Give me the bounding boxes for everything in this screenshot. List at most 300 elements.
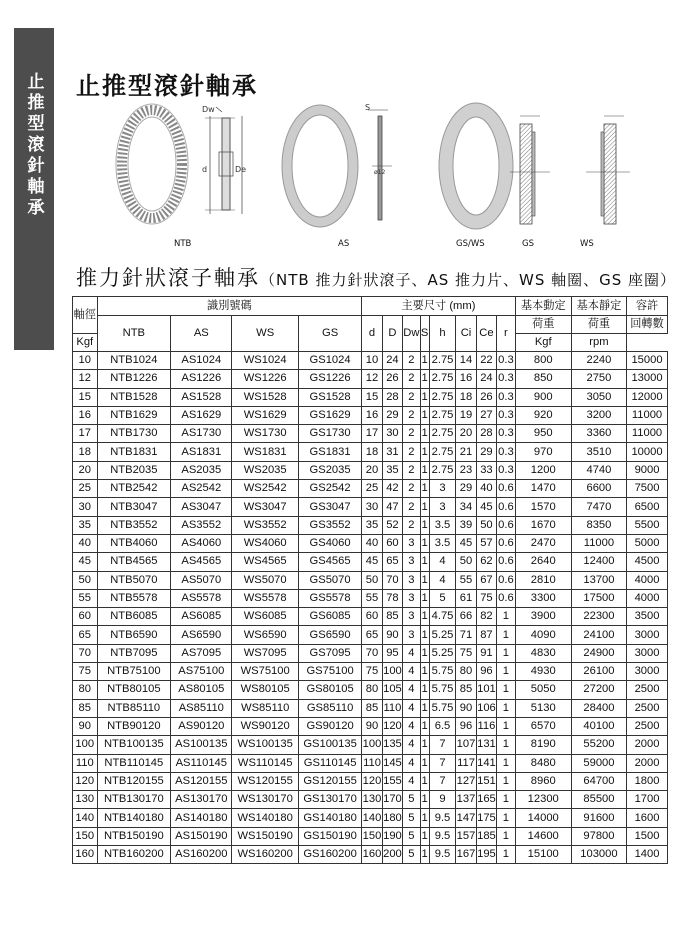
cell-ce: 96 [476,663,496,681]
table-row [73,589,668,607]
cell-d: 90 [362,717,382,735]
table-row [73,425,668,443]
cell-speed: 12000 [627,388,668,406]
subtitle-main: 推力針狀滾子軸承 [76,266,260,290]
cell-as: AS1831 [171,443,232,461]
cell-r: 0.3 [497,406,515,424]
label-as: AS [338,239,350,249]
cell-speed: 1700 [627,791,668,809]
cell-ce: 185 [476,827,496,845]
cell-D: 65 [382,553,402,571]
cell-dw: 2 [403,425,420,443]
cell-h: 2.75 [429,388,456,406]
cell-as: AS1528 [171,388,232,406]
cell-ci: 137 [456,791,476,809]
cell-dw: 3 [403,553,420,571]
header-dim-group: 主要尺寸 (mm) [362,297,515,316]
cell-ci: 14 [456,352,476,370]
cell-as: AS1730 [171,425,232,443]
cell-dw: 2 [403,498,420,516]
cell-dw: 4 [403,754,420,772]
cell-shaft: 90 [73,717,98,735]
cell-dyn-load: 12300 [515,791,571,809]
cell-D: 170 [382,791,402,809]
cell-ntb: NTB2035 [97,461,171,479]
cell-speed: 15000 [627,352,668,370]
cell-ntb: NTB160200 [97,846,171,864]
cell-s: 1 [420,406,429,424]
cell-ws: WS4565 [232,553,298,571]
cell-h: 2.75 [429,443,456,461]
cell-as: AS6590 [171,626,232,644]
header-static-load-1: 基本靜定 [571,297,626,316]
table-row [73,553,668,571]
cell-shaft: 25 [73,480,98,498]
cell-D: 180 [382,809,402,827]
cell-dyn-load: 8480 [515,754,571,772]
cell-ntb: NTB110145 [97,754,171,772]
cell-ntb: NTB3047 [97,498,171,516]
cell-ntb: NTB7095 [97,644,171,662]
cell-ce: 45 [476,498,496,516]
cell-h: 4 [429,571,456,589]
cell-ntb: NTB130170 [97,791,171,809]
cell-gs: GS4565 [298,553,361,571]
cell-d: 18 [362,443,382,461]
cell-ce: 175 [476,809,496,827]
cell-speed: 5500 [627,516,668,534]
label-as-center: ø12 [374,169,386,176]
cell-h: 2.75 [429,370,456,388]
cell-static-load: 24100 [571,626,626,644]
cell-ce: 62 [476,553,496,571]
cell-dw: 4 [403,736,420,754]
cell-ce: 195 [476,846,496,864]
cell-ce: 50 [476,516,496,534]
cell-ce: 91 [476,644,496,662]
cell-ws: WS1226 [232,370,298,388]
cell-shaft: 20 [73,461,98,479]
cell-d: 60 [362,608,382,626]
cell-as: AS150190 [171,827,232,845]
table-row [73,443,668,461]
cell-ws: WS5070 [232,571,298,589]
cell-static-load: 3510 [571,443,626,461]
cell-static-load: 55200 [571,736,626,754]
label-ws: WS [580,239,594,249]
cell-as: AS6085 [171,608,232,626]
cell-ci: 45 [456,534,476,552]
cell-ce: 106 [476,699,496,717]
cell-static-load: 7470 [571,498,626,516]
cell-D: 200 [382,846,402,864]
cell-ci: 96 [456,717,476,735]
cell-shaft: 10 [73,352,98,370]
cell-static-load: 22300 [571,608,626,626]
cell-d: 10 [362,352,382,370]
cell-as: AS2542 [171,480,232,498]
table-row [73,681,668,699]
cell-shaft: 12 [73,370,98,388]
table-row [73,352,668,370]
cell-ws: WS80105 [232,681,298,699]
header-r: r [497,316,515,352]
table-row [73,772,668,790]
table-row [73,809,668,827]
cell-dw: 2 [403,480,420,498]
cell-dyn-load: 4830 [515,644,571,662]
cell-dyn-load: 2470 [515,534,571,552]
cell-as: AS100135 [171,736,232,754]
cell-ci: 157 [456,827,476,845]
subtitle-paren: （NTB 推力針狀滾子、AS 推力片、WS 軸圈、GS 座圈） [260,271,677,289]
cell-r: 1 [497,608,515,626]
cell-D: 70 [382,571,402,589]
cell-gs: GS130170 [298,791,361,809]
cell-ws: WS140180 [232,809,298,827]
cell-ci: 50 [456,553,476,571]
cell-speed: 2500 [627,699,668,717]
cell-dyn-load: 920 [515,406,571,424]
cell-gs: GS1024 [298,352,361,370]
header-d: d [362,316,382,352]
cell-dyn-load: 3900 [515,608,571,626]
cell-s: 1 [420,608,429,626]
cell-dyn-load: 2640 [515,553,571,571]
header-dyn-load-2: 荷重 [515,316,571,334]
table-row [73,846,668,864]
cell-ntb: NTB3552 [97,516,171,534]
cell-D: 52 [382,516,402,534]
table-row [73,626,668,644]
cell-s: 1 [420,571,429,589]
cell-h: 9.5 [429,809,456,827]
cell-r: 1 [497,791,515,809]
cell-shaft: 35 [73,516,98,534]
cell-d: 100 [362,736,382,754]
cell-r: 1 [497,663,515,681]
cell-shaft: 85 [73,699,98,717]
cell-static-load: 28400 [571,699,626,717]
cell-dw: 4 [403,717,420,735]
cell-as: AS75100 [171,663,232,681]
cell-static-load: 103000 [571,846,626,864]
cell-ntb: NTB150190 [97,827,171,845]
cell-shaft: 100 [73,736,98,754]
cell-h: 4 [429,553,456,571]
cell-d: 75 [362,663,382,681]
cell-gs: GS1831 [298,443,361,461]
cell-ci: 21 [456,443,476,461]
cell-ci: 20 [456,425,476,443]
cell-gs: GS3552 [298,516,361,534]
cell-ce: 151 [476,772,496,790]
cell-dyn-load: 1570 [515,498,571,516]
cell-ntb: NTB140180 [97,809,171,827]
cell-as: AS3047 [171,498,232,516]
cell-s: 1 [420,663,429,681]
cell-r: 1 [497,754,515,772]
cell-D: 30 [382,425,402,443]
cell-dyn-load: 6570 [515,717,571,735]
cell-static-load: 24900 [571,644,626,662]
cell-ce: 131 [476,736,496,754]
cell-h: 3 [429,498,456,516]
cell-static-load: 2750 [571,370,626,388]
cell-static-load: 59000 [571,754,626,772]
table-row [73,370,668,388]
header-static-load-3: Kgf [515,334,571,352]
cell-speed: 2000 [627,754,668,772]
cell-shaft: 15 [73,388,98,406]
cell-dyn-load: 14600 [515,827,571,845]
cell-ce: 101 [476,681,496,699]
cell-s: 1 [420,644,429,662]
cell-dw: 5 [403,791,420,809]
cell-ws: WS6085 [232,608,298,626]
cell-h: 5 [429,589,456,607]
cell-r: 0.3 [497,461,515,479]
cell-s: 1 [420,461,429,479]
table-row [73,699,668,717]
cell-ci: 39 [456,516,476,534]
cell-ntb: NTB4565 [97,553,171,571]
cell-D: 95 [382,644,402,662]
cell-ci: 90 [456,699,476,717]
cell-d: 20 [362,461,382,479]
bearing-diagram [110,102,670,252]
cell-as: AS80105 [171,681,232,699]
cell-ntb: NTB2542 [97,480,171,498]
cell-dw: 4 [403,663,420,681]
cell-ws: WS110145 [232,754,298,772]
cell-D: 42 [382,480,402,498]
cell-ntb: NTB1226 [97,370,171,388]
cell-ws: WS3552 [232,516,298,534]
cell-ci: 117 [456,754,476,772]
cell-ce: 22 [476,352,496,370]
cell-gs: GS120155 [298,772,361,790]
table-row [73,571,668,589]
header-shaft: 軸徑 [73,297,98,334]
cell-h: 2.75 [429,352,456,370]
cell-D: 105 [382,681,402,699]
cell-dyn-load: 2810 [515,571,571,589]
cell-dyn-load: 1470 [515,480,571,498]
cell-D: 35 [382,461,402,479]
gs-drawing [510,116,550,224]
cell-as: AS130170 [171,791,232,809]
header-ci: Ci [456,316,476,352]
header-as: AS [171,316,232,352]
cell-ntb: NTB1730 [97,425,171,443]
cell-s: 1 [420,717,429,735]
cell-gs: GS2035 [298,461,361,479]
cell-s: 1 [420,553,429,571]
cell-r: 1 [497,736,515,754]
cell-dyn-load: 14000 [515,809,571,827]
cell-h: 5.75 [429,699,456,717]
cell-dyn-load: 8960 [515,772,571,790]
cell-ws: WS4060 [232,534,298,552]
cell-d: 80 [362,681,382,699]
cell-speed: 3000 [627,626,668,644]
cell-static-load: 13700 [571,571,626,589]
cell-gs: GS1528 [298,388,361,406]
cell-ci: 85 [456,681,476,699]
cell-s: 1 [420,791,429,809]
bearing-diagram-svg [110,102,670,252]
cell-gs: GS2542 [298,480,361,498]
cell-r: 1 [497,699,515,717]
cell-static-load: 3360 [571,425,626,443]
cell-d: 70 [362,644,382,662]
cell-h: 2.75 [429,425,456,443]
cell-D: 24 [382,352,402,370]
cell-gs: GS3047 [298,498,361,516]
cell-s: 1 [420,846,429,864]
cell-speed: 1500 [627,827,668,845]
table-row [73,534,668,552]
cell-gs: GS140180 [298,809,361,827]
table-row [73,498,668,516]
table-row [73,388,668,406]
table-row [73,644,668,662]
cell-dw: 2 [403,370,420,388]
cell-dw: 3 [403,571,420,589]
cell-s: 1 [420,516,429,534]
cell-r: 0.3 [497,388,515,406]
cell-r: 0.6 [497,498,515,516]
cell-d: 25 [362,480,382,498]
cell-ws: WS85110 [232,699,298,717]
cell-D: 110 [382,699,402,717]
table-row [73,663,668,681]
cell-ntb: NTB4060 [97,534,171,552]
cell-h: 3.5 [429,516,456,534]
cell-D: 155 [382,772,402,790]
cell-static-load: 27200 [571,681,626,699]
table-row [73,516,668,534]
cell-r: 1 [497,681,515,699]
cell-ci: 29 [456,480,476,498]
cell-dyn-load: 800 [515,352,571,370]
header-speed-3: rpm [571,334,626,352]
cell-speed: 2500 [627,681,668,699]
cell-ci: 107 [456,736,476,754]
cell-dyn-load: 5050 [515,681,571,699]
subtitle [76,262,676,292]
cell-speed: 4500 [627,553,668,571]
label-d: d [202,165,208,174]
cell-ce: 24 [476,370,496,388]
cell-shaft: 80 [73,681,98,699]
cell-s: 1 [420,480,429,498]
cell-dw: 2 [403,443,420,461]
cell-ws: WS160200 [232,846,298,864]
label-ntb: NTB [174,239,192,249]
cell-speed: 1800 [627,772,668,790]
cell-r: 0.6 [497,589,515,607]
cell-static-load: 97800 [571,827,626,845]
cell-s: 1 [420,425,429,443]
cell-gs: GS5578 [298,589,361,607]
ws-drawing [586,116,630,224]
cell-D: 26 [382,370,402,388]
cell-h: 9 [429,791,456,809]
cell-speed: 1600 [627,809,668,827]
cell-ntb: NTB6590 [97,626,171,644]
cell-speed: 6500 [627,498,668,516]
cell-shaft: 65 [73,626,98,644]
cell-shaft: 130 [73,791,98,809]
cell-static-load: 64700 [571,772,626,790]
cell-ci: 167 [456,846,476,864]
cell-shaft: 75 [73,663,98,681]
cell-ce: 26 [476,388,496,406]
cell-shaft: 70 [73,644,98,662]
cell-d: 160 [362,846,382,864]
cell-ci: 127 [456,772,476,790]
cell-as: AS4565 [171,553,232,571]
cell-h: 9.5 [429,827,456,845]
cell-static-load: 26100 [571,663,626,681]
cell-shaft: 110 [73,754,98,772]
cell-ws: WS1629 [232,406,298,424]
cell-ci: 34 [456,498,476,516]
cell-shaft: 150 [73,827,98,845]
cell-r: 0.6 [497,516,515,534]
cell-h: 3 [429,480,456,498]
cell-speed: 2000 [627,736,668,754]
cell-r: 1 [497,846,515,864]
cell-as: AS1629 [171,406,232,424]
cell-gs: GS85110 [298,699,361,717]
cell-r: 0.3 [497,425,515,443]
cell-shaft: 140 [73,809,98,827]
cell-D: 85 [382,608,402,626]
cell-d: 120 [362,772,382,790]
cell-dw: 2 [403,352,420,370]
cell-h: 9.5 [429,846,456,864]
cell-speed: 3500 [627,608,668,626]
table-row [73,827,668,845]
header-ws: WS [232,316,298,352]
cell-ci: 71 [456,626,476,644]
cell-as: AS2035 [171,461,232,479]
cell-ws: WS130170 [232,791,298,809]
cell-as: AS5070 [171,571,232,589]
cell-r: 0.3 [497,443,515,461]
header-speed-1: 容許 [627,297,668,316]
cell-ci: 16 [456,370,476,388]
cell-speed: 5000 [627,534,668,552]
cell-ws: WS1730 [232,425,298,443]
cell-ce: 141 [476,754,496,772]
cell-d: 150 [362,827,382,845]
cell-gs: GS1629 [298,406,361,424]
cell-d: 110 [362,754,382,772]
cell-speed: 7500 [627,480,668,498]
cell-D: 29 [382,406,402,424]
cell-h: 7 [429,772,456,790]
cell-static-load: 8350 [571,516,626,534]
cell-static-load: 3200 [571,406,626,424]
cell-shaft: 16 [73,406,98,424]
cell-dw: 4 [403,681,420,699]
cell-s: 1 [420,699,429,717]
cell-ci: 55 [456,571,476,589]
